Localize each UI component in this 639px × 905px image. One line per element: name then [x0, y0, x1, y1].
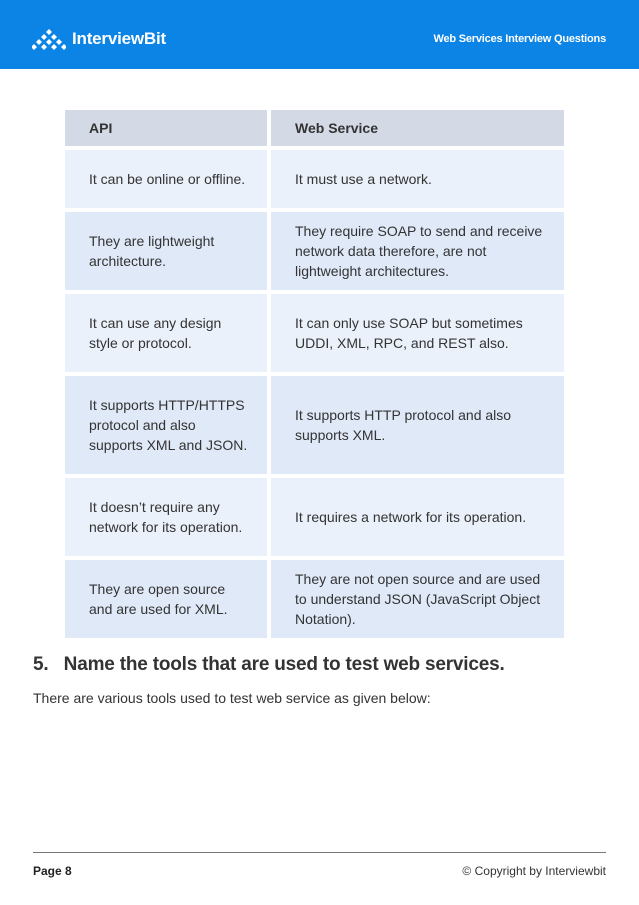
copyright-notice: © Copyright by Interviewbit: [462, 864, 606, 878]
table-cell: It supports HTTP/HTTPS protocol and also supports XML and JSON.: [65, 376, 267, 474]
page-number: Page 8: [33, 864, 72, 878]
page-header: [0, 0, 639, 69]
brand-name: InterviewBit: [72, 29, 166, 48]
comparison-table: [61, 106, 568, 642]
question-intro: There are various tools used to test web service as given below:: [33, 690, 431, 706]
table-cell: They are not open source and are used to understand JSON (JavaScript Object Notation).: [271, 560, 564, 638]
table-cell: It supports HTTP protocol and also supports XML.: [271, 376, 564, 474]
table-header-row: [65, 110, 564, 146]
table-row: [65, 478, 564, 556]
column-header-api: API: [65, 110, 267, 146]
column-header-web-service: Web Service: [271, 110, 564, 146]
table-cell: They are lightweight architecture.: [65, 212, 267, 290]
table-cell: It can be online or offline.: [65, 150, 267, 208]
interviewbit-logo-icon: [32, 28, 66, 50]
table-row: [65, 150, 564, 208]
footer-divider: [33, 852, 606, 853]
document-title: Web Services Interview Questions: [433, 33, 606, 45]
table-cell: They are open source and are used for XML.: [65, 560, 267, 638]
table-cell: It can only use SOAP but sometimes UDDI, XML, RPC, and REST also.: [271, 294, 564, 372]
table-cell: They require SOAP to send and receive network data therefore, are not lightweight architectures.: [271, 212, 564, 290]
table-cell: It can use any design style or protocol.: [65, 294, 267, 372]
table-row: [65, 212, 564, 290]
table-cell: It requires a network for its operation.: [271, 478, 564, 556]
table-row: [65, 376, 564, 474]
brand-logo[interactable]: [32, 26, 166, 52]
table-cell: It doesn’t require any network for its operation.: [65, 478, 267, 556]
table-row: [65, 560, 564, 638]
table-cell: It must use a network.: [271, 150, 564, 208]
question-heading: 5. Name the tools that are used to test web services.: [33, 654, 505, 675]
table-row: [65, 294, 564, 372]
